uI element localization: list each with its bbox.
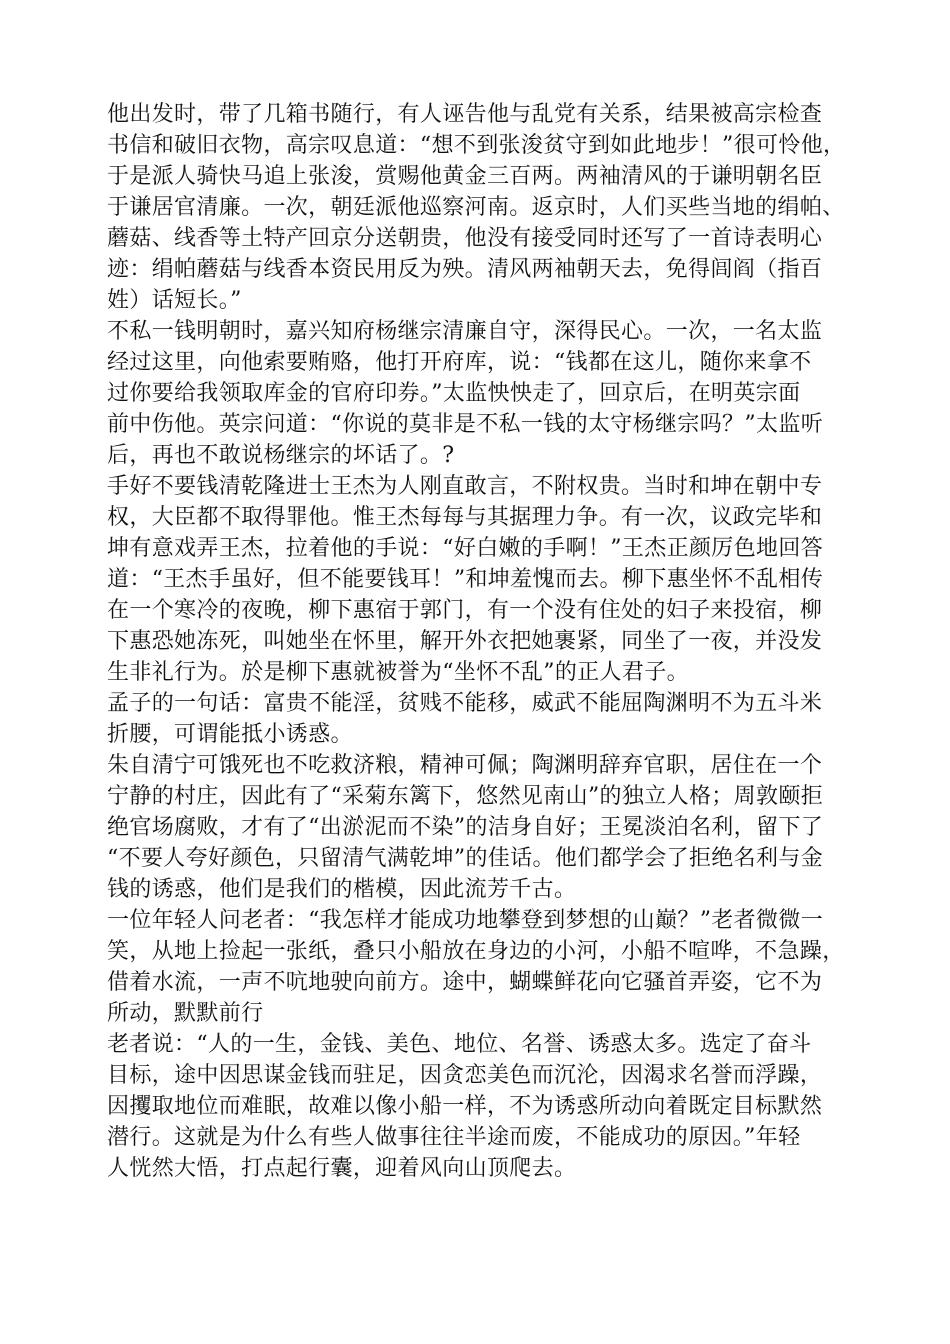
text-line: 经过这里，向他索要贿赂，他打开府库，说：“钱都在这儿，随你来拿不 [107,350,812,375]
text-line: 老者说：“人的一生，金钱、美色、地位、名誉、诱惑太多。选定了奋斗 [107,1032,812,1057]
text-line: 迹：绢帕蘑菇与线香本资民用反为殃。清风两袖朝天去，免得闾阎（指百 [107,257,823,282]
text-line: 一位年轻人问老者：“我怎样才能成功地攀登到梦想的山巅？”老者微微一 [107,908,824,933]
text-line: “不要人夸好颜色，只留清气满乾坤”的佳话。他们都学会了拒绝名利与金 [107,846,824,871]
text-line: 不私一钱明朝时，嘉兴知府杨继宗清廉自守，深得民心。一次，一名太监 [107,319,823,344]
text-line: 坤有意戏弄王杰，拉着他的手说：“好白嫩的手啊！”王杰正颜厉色地回答 [107,536,824,561]
text-line: 下惠恐她冻死，叫她坐在怀里，解开外衣把她裹紧，同坐了一夜，并没发 [107,629,823,654]
text-line: 生非礼行为。於是柳下惠就被誉为“坐怀不乱”的正人君子。 [107,660,689,685]
text-line: 于谦居官清廉。一次，朝廷派他巡察河南。返京时，人们买些当地的绢帕、 [107,195,845,220]
text-line: 潜行。这就是为什么有些人做事往往半途而废，不能成功的原因。”年轻 [107,1125,801,1150]
text-line: 于是派人骑快马追上张浚，赏赐他黄金三百两。两袖清风的于谦明朝名臣 [107,164,823,189]
text-line: 借着水流，一声不吭地驶向前方。途中，蝴蝶鲜花向它骚首弄姿，它不为 [107,970,823,995]
text-line: 过你要给我领取库金的官府印券。”太监怏怏走了，回京后，在明英宗面 [107,381,801,406]
text-line: 他出发时，带了几箱书随行，有人诬告他与乱党有关系，结果被高宗检查 [107,102,823,127]
text-line: 手好不要钱清乾隆进士王杰为人刚直敢言，不附权贵。当时和坤在朝中专 [107,474,823,499]
text-line: 权，大臣都不取得罪他。惟王杰每每与其据理力争。有一次，议政完毕和 [107,505,823,530]
text-line: 所动，默默前行 [107,1001,264,1026]
text-line: 折腰，可谓能抵小诱惑。 [107,722,353,747]
text-line: 蘑菇、线香等土特产回京分送朝贵，他没有接受同时还写了一首诗表明心 [107,226,823,251]
text-line: 宁静的村庄，因此有了“采菊东篱下，悠然见南山”的独立人格；周敦颐拒 [107,784,824,809]
text-line: 朱自清宁可饿死也不吃救济粮，精神可佩；陶渊明辞弃官职，居住在一个 [107,753,823,778]
text-line: 后，再也不敢说杨继宗的坏话了。? [107,443,455,468]
text-line: 道：“王杰手虽好，但不能要钱耳！”和坤羞愧而去。柳下惠坐怀不乱相传 [107,567,824,592]
text-line: 书信和破旧衣物，高宗叹息道：“想不到张浚贫守到如此地步！”很可怜他， [107,133,846,158]
text-line: 姓）话短长。” [107,288,242,313]
text-line: 笑，从地上捡起一张纸，叠只小船放在身边的小河，小船不喧哗，不急躁， [107,939,845,964]
text-line: 人恍然大悟，打点起行囊，迎着风向山顶爬去。 [107,1156,577,1181]
text-line: 绝官场腐败，才有了“出淤泥而不染”的洁身自好；王冕淡泊名利，留下了 [107,815,824,840]
text-line: 因攫取地位而难眠，故难以像小船一样，不为诱惑所动向着既定目标默然 [107,1094,823,1119]
text-line: 目标，途中因思谋金钱而驻足，因贪恋美色而沉沦，因渴求名誉而浮躁， [107,1063,823,1088]
text-line: 孟子的一句话：富贵不能淫，贫贱不能移，威武不能屈陶渊明不为五斗米 [107,691,823,716]
text-line: 在一个寒冷的夜晚，柳下惠宿于郭门，有一个没有住处的妇子来投宿，柳 [107,598,823,623]
text-line: 前中伤他。英宗问道：“你说的莫非是不私一钱的太守杨继宗吗？”太监听 [107,412,824,437]
document-body-text [107,99,867,1184]
text-line: 钱的诱惑，他们是我们的楷模，因此流芳千古。 [107,877,577,902]
